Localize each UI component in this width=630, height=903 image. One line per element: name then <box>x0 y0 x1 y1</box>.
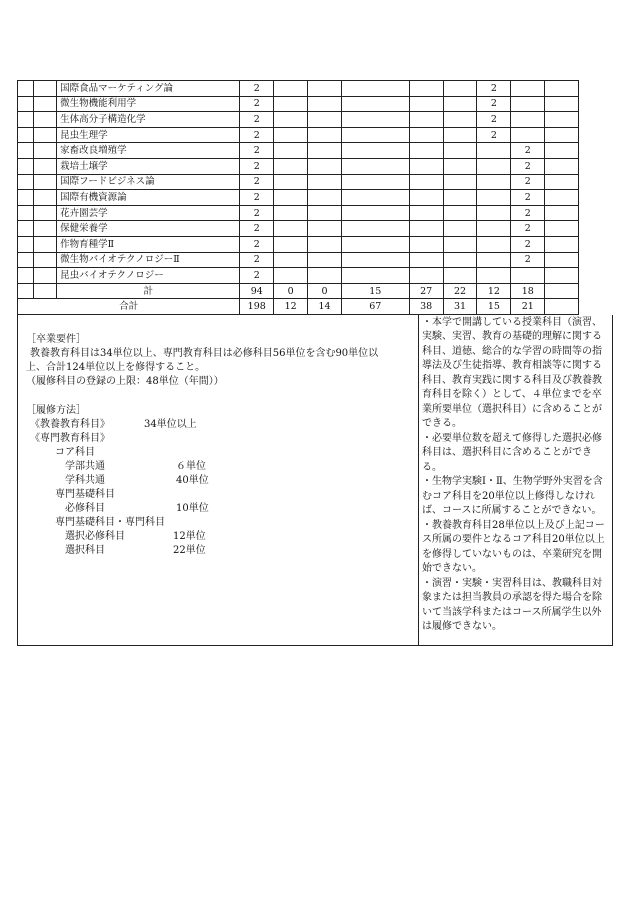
method-heading: ［履修方法］ <box>26 404 86 416</box>
table-cell <box>33 174 56 190</box>
note-paragraph: ・演習・実験・実習科目は、教職科目対象または担当教員の承認を得た場合を除いて当該学科またはコース所属学生以外は履修できない。 <box>422 577 602 633</box>
table-cell <box>545 174 579 190</box>
total-value: 15 <box>477 299 511 315</box>
course-name: 国際食品マーケティング論 <box>57 81 240 97</box>
credit-value <box>308 268 342 284</box>
credit-value <box>308 190 342 206</box>
table-cell <box>18 127 34 143</box>
credit-value <box>477 205 511 221</box>
course-table <box>17 80 613 315</box>
credit-value <box>274 205 308 221</box>
course-row <box>18 174 613 190</box>
course-name: 国際有機資源論 <box>57 190 240 206</box>
gakubu-label: 学部共通 <box>65 460 105 472</box>
credit-value: 2 <box>477 81 511 97</box>
elective-value: 22単位 <box>173 544 206 556</box>
credit-value <box>308 158 342 174</box>
table-cell <box>18 252 34 268</box>
credit-value <box>511 127 545 143</box>
elective-required-value: 12単位 <box>173 530 206 542</box>
total-value: 198 <box>240 299 274 315</box>
table-cell <box>18 112 34 128</box>
credit-value <box>274 112 308 128</box>
total-value: 67 <box>341 299 409 315</box>
credit-value: 2 <box>240 252 274 268</box>
course-row <box>18 96 613 112</box>
credit-value: 2 <box>240 112 274 128</box>
credit-value <box>443 158 477 174</box>
table-cell <box>33 112 56 128</box>
credit-value <box>274 174 308 190</box>
credit-value <box>308 205 342 221</box>
credit-value <box>308 221 342 237</box>
table-cell <box>33 143 56 159</box>
course-name: 昆虫バイオテクノロジー <box>57 268 240 284</box>
credit-value: 2 <box>240 127 274 143</box>
course-row <box>18 252 613 268</box>
course-row <box>18 127 613 143</box>
table-cell <box>18 81 34 97</box>
table-cell <box>545 221 579 237</box>
course-name: 家畜改良増殖学 <box>57 143 240 159</box>
credit-value: 2 <box>511 143 545 159</box>
graduation-text-line: 上、合計124単位以上を修得すること。 <box>26 361 206 373</box>
credit-value <box>443 236 477 252</box>
credit-value <box>341 236 409 252</box>
credit-value <box>308 127 342 143</box>
credit-value <box>409 252 443 268</box>
graduation-heading: ［卒業要件］ <box>26 333 86 345</box>
credit-value <box>274 81 308 97</box>
credit-value <box>341 127 409 143</box>
course-name: 昆虫生理学 <box>57 127 240 143</box>
credit-value <box>443 252 477 268</box>
course-row <box>18 81 613 97</box>
table-cell <box>33 268 56 284</box>
course-name: 作物育種学Ⅱ <box>57 236 240 252</box>
credit-value <box>443 96 477 112</box>
table-footer <box>18 283 613 314</box>
table-cell <box>545 252 579 268</box>
table-cell <box>18 143 34 159</box>
course-name: 保健栄養学 <box>57 221 240 237</box>
table-cell <box>545 96 579 112</box>
credit-value <box>443 221 477 237</box>
credit-value: 2 <box>240 236 274 252</box>
supplementary-notes <box>418 315 612 645</box>
credit-value <box>341 96 409 112</box>
gakka-label: 学科共通 <box>65 474 105 486</box>
credit-value <box>443 143 477 159</box>
credit-value: 2 <box>511 252 545 268</box>
credit-value: 2 <box>240 268 274 284</box>
credit-value <box>409 205 443 221</box>
credit-value <box>511 96 545 112</box>
gakka-value: 40単位 <box>176 474 209 486</box>
credit-value: 2 <box>477 127 511 143</box>
credit-value <box>443 81 477 97</box>
credit-value <box>308 174 342 190</box>
credit-value <box>341 205 409 221</box>
kiso-label: 専門基礎科目 <box>55 488 115 500</box>
note-paragraph: ・必要単位数を超えて修得した選択必修科目は、選択科目に含めることができる。 <box>422 432 602 473</box>
note-paragraph: ・生物学実験Ⅰ・Ⅱ、生物学野外実習を含むコア科目を20単位以上修得しなければ、コースに所属することができない。 <box>422 476 603 517</box>
table-cell <box>33 283 56 299</box>
elective-required-label: 選択必修科目 <box>65 530 125 542</box>
credit-value <box>274 236 308 252</box>
credit-value <box>477 252 511 268</box>
course-row <box>18 221 613 237</box>
table-cell <box>18 158 34 174</box>
credit-value <box>274 143 308 159</box>
credit-value: 2 <box>511 221 545 237</box>
credit-value <box>274 221 308 237</box>
credit-value <box>308 252 342 268</box>
credit-value <box>477 190 511 206</box>
elective-label: 選択科目 <box>65 544 105 556</box>
table-cell <box>545 190 579 206</box>
course-row <box>18 205 613 221</box>
course-name: 微生物機能利用学 <box>57 96 240 112</box>
credit-value: 2 <box>240 81 274 97</box>
credit-value: 2 <box>240 190 274 206</box>
table-cell <box>33 236 56 252</box>
credit-value <box>308 236 342 252</box>
credit-value <box>409 112 443 128</box>
table-cell <box>33 190 56 206</box>
kyoyo-label: 《教養教育科目》 <box>30 418 110 430</box>
credit-value <box>409 127 443 143</box>
credit-value <box>443 205 477 221</box>
course-row <box>18 236 613 252</box>
subtotal-value: 12 <box>477 283 511 299</box>
course-name: 栽培土壌学 <box>57 158 240 174</box>
table-cell <box>545 81 579 97</box>
total-label: 合計 <box>18 299 240 315</box>
credit-value <box>308 81 342 97</box>
credit-value: 2 <box>511 205 545 221</box>
kiso-senmon-label: 専門基礎科目・専門科目 <box>55 516 165 528</box>
subtotal-value: 94 <box>240 283 274 299</box>
credit-value <box>409 81 443 97</box>
credit-value <box>477 236 511 252</box>
graduation-text-line: 教養教育科目は34単位以上、専門教育科目は必修科目56単位を含む90単位以 <box>30 347 379 359</box>
credit-value: 2 <box>240 143 274 159</box>
credit-value <box>477 268 511 284</box>
credit-value <box>511 268 545 284</box>
core-label: コア科目 <box>55 446 95 458</box>
credit-value <box>341 190 409 206</box>
course-name: 国際フードビジネス論 <box>57 174 240 190</box>
table-cell <box>18 205 34 221</box>
credit-value <box>409 96 443 112</box>
note-paragraph: ・教養教育科目28単位以上及び上記コース所属の要件となるコア科目20単位以上を修得していないものは、卒業研究を開始できない。 <box>422 519 605 575</box>
course-row <box>18 268 613 284</box>
course-name: 生体高分子構造化学 <box>57 112 240 128</box>
credit-value <box>443 174 477 190</box>
subtotal-value: 22 <box>443 283 477 299</box>
credit-value <box>409 190 443 206</box>
credit-value <box>341 81 409 97</box>
table-cell <box>33 252 56 268</box>
table-cell <box>33 221 56 237</box>
credit-value: 2 <box>240 96 274 112</box>
requirements-notes <box>18 315 418 645</box>
credit-value <box>274 127 308 143</box>
subtotal-value: 0 <box>308 283 342 299</box>
credit-value <box>274 190 308 206</box>
credit-value <box>511 112 545 128</box>
table-cell <box>545 299 579 315</box>
table-cell <box>545 112 579 128</box>
course-row <box>18 190 613 206</box>
credit-value <box>443 268 477 284</box>
table-cell <box>18 190 34 206</box>
total-value: 14 <box>308 299 342 315</box>
table-cell <box>545 268 579 284</box>
table-cell <box>545 158 579 174</box>
table-cell <box>545 283 579 299</box>
table-cell <box>18 221 34 237</box>
senmon-label: 《専門教育科目》 <box>30 432 110 444</box>
credit-value: 2 <box>240 221 274 237</box>
course-row <box>18 143 613 159</box>
credit-value <box>341 221 409 237</box>
table-cell <box>33 96 56 112</box>
table-cell <box>18 96 34 112</box>
note-paragraph: ・本学で開講している授業科目（演習、実験、実習、教育の基礎的理解に関する科目、道徳、総合的な学習の時間等の指導法及び生徒指導、教育相談等に関する科目、教育実践に関する科目及び教養教育科目を除く）として、４単位までを卒業所要単位（選択科目）に含めることができる。 <box>422 316 602 430</box>
credit-value: 2 <box>477 112 511 128</box>
credit-value: 2 <box>511 158 545 174</box>
total-row <box>18 299 613 315</box>
course-table-body <box>18 81 613 284</box>
gakubu-value: ６単位 <box>176 460 206 472</box>
credit-value <box>274 268 308 284</box>
credit-value <box>409 268 443 284</box>
credit-value <box>308 96 342 112</box>
total-value: 31 <box>443 299 477 315</box>
table-cell <box>545 143 579 159</box>
kiso-required-value: 10単位 <box>176 502 209 514</box>
credit-value <box>341 143 409 159</box>
total-value: 21 <box>511 299 545 315</box>
credit-value <box>308 112 342 128</box>
notes-section <box>17 315 613 646</box>
curriculum-page <box>17 80 613 646</box>
credit-value <box>443 190 477 206</box>
table-cell <box>33 127 56 143</box>
credit-value <box>274 158 308 174</box>
table-cell <box>18 268 34 284</box>
credit-value <box>409 221 443 237</box>
credit-value <box>443 127 477 143</box>
table-cell <box>545 127 579 143</box>
credit-value <box>274 96 308 112</box>
credit-value <box>477 221 511 237</box>
credit-value <box>341 158 409 174</box>
total-value: 12 <box>274 299 308 315</box>
registration-limit: （履修科目の登録の上限：48単位（年間）） <box>26 375 224 387</box>
course-name: 微生物バイオテクノロジーⅡ <box>57 252 240 268</box>
credit-value: 2 <box>511 190 545 206</box>
table-cell <box>18 236 34 252</box>
credit-value <box>341 252 409 268</box>
table-cell <box>33 158 56 174</box>
credit-value <box>511 81 545 97</box>
table-cell <box>18 174 34 190</box>
table-cell <box>545 205 579 221</box>
credit-value <box>308 143 342 159</box>
credit-value: 2 <box>240 174 274 190</box>
credit-value <box>477 174 511 190</box>
total-value: 38 <box>409 299 443 315</box>
subtotal-value: 0 <box>274 283 308 299</box>
table-cell <box>545 236 579 252</box>
kiso-required-label: 必修科目 <box>65 502 105 514</box>
credit-value <box>409 143 443 159</box>
credit-value: 2 <box>477 96 511 112</box>
course-name: 花卉園芸学 <box>57 205 240 221</box>
course-row <box>18 158 613 174</box>
kyoyo-value: 34単位以上 <box>144 418 197 430</box>
table-cell <box>18 283 34 299</box>
credit-value <box>274 252 308 268</box>
course-row <box>18 112 613 128</box>
credit-value: 2 <box>511 174 545 190</box>
credit-value <box>409 174 443 190</box>
subtotal-value: 27 <box>409 283 443 299</box>
credit-value <box>477 158 511 174</box>
table-cell <box>33 81 56 97</box>
subtotal-label: 計 <box>57 283 240 299</box>
credit-value <box>477 143 511 159</box>
credit-value <box>341 112 409 128</box>
credit-value: 2 <box>511 236 545 252</box>
subtotal-row <box>18 283 613 299</box>
credit-value <box>409 236 443 252</box>
credit-value: 2 <box>240 158 274 174</box>
table-cell <box>33 205 56 221</box>
subtotal-value: 18 <box>511 283 545 299</box>
subtotal-value: 15 <box>341 283 409 299</box>
credit-value <box>443 112 477 128</box>
credit-value <box>409 158 443 174</box>
credit-value <box>341 268 409 284</box>
credit-value <box>341 174 409 190</box>
credit-value: 2 <box>240 205 274 221</box>
